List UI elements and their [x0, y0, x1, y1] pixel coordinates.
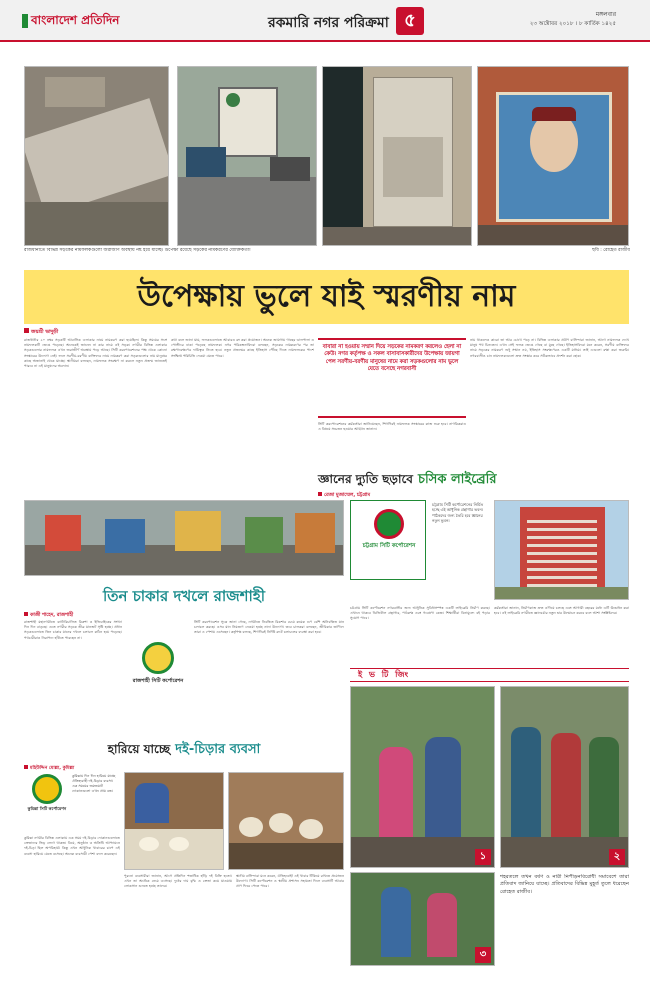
rickshaw-byline — [24, 612, 73, 620]
page-number: ৫ — [404, 10, 416, 31]
rickshaw-logo-label: রাজশাহী সিটি কর্পোরেশন — [132, 678, 184, 684]
photo-label-2: ২ — [609, 849, 625, 865]
rickshaw-headline-box — [24, 582, 344, 610]
library-headline — [318, 468, 629, 488]
curd-col-2: পুরনো ব্যবসায়ীরা জানান, আগে প্রতিদিন শতাধিক হাঁড়ি দই বিক্রি হতো। এখন তা অর্ধেকে নেমে এসেছে। দুধের দাম বৃদ্ধি ও ক্রেতা কমে যাওয়ায় লোকসান গুনতে হচ্ছে তাদের। — [124, 874, 232, 889]
library-headline-part1: জ্ঞানের দ্যুতি ছড়াবে — [318, 472, 413, 486]
rickshaw-logo — [128, 640, 188, 704]
rickshaw-byline-icon — [24, 612, 28, 616]
curd-byline-icon — [24, 765, 28, 769]
section-title: রকমারি নগর পরিক্রমা — [268, 15, 389, 31]
curd-byline-text: মহিউদ্দিন মোল্লা, কুমিল্লা — [30, 766, 75, 771]
photo-portrait-monument — [477, 66, 629, 246]
byline-text: জয়শ্রী ভাদুড়ী — [31, 329, 59, 335]
photo-label-1: ১ — [475, 849, 491, 865]
library-col-2: কর্মকর্তারা জানান, নির্মাণকাজ দ্রুত এগিয়ে চলছে এবং আগামী বছরের মধ্যে এটি উদ্বোধন করা হবে। এই লাইব্রেরি নগরীতে জ্ঞানচর্চার নতুন দ্বার উন্মোচন করবে বলে আশা সংশ্লিষ্টদের। — [494, 606, 629, 616]
photo-credit: ছবি : রোহেত রাজীব — [592, 248, 630, 253]
photo-protest-2 — [500, 686, 629, 868]
logo-text: বাংলাদেশ প্রতিদিন — [31, 13, 120, 27]
logo-mark-icon — [22, 14, 28, 28]
pull-quote-text: বাবারা না হওয়ায় সম্মান দিয়ে সড়কের নামকরণ করলেও হেলা না কেউ। নগর কর্তৃপক্ষ ও সকল বাসাবাসকারীদের উপেক্ষায় জায়গা পেল সরণীয়-বরণীয় মানুষের নামে করা সড়কগুলোর নাম ভুলে যেতে বসেছে নগরবাসী — [322, 344, 462, 373]
top-story-byline — [24, 328, 58, 337]
byline-square-icon — [24, 328, 29, 333]
library-col-1: চট্টগ্রাম সিটি কর্পোরেশন নগরবাসীর জন্য আধুনিক সুবিধাসম্পন্ন একটি লাইব্রেরি নির্মাণ করছে। এখানে থাকবে ডিজিটাল গ্রন্থাগার, পাঠকক্ষ এবং গবেষণা কেন্দ্র। শিক্ষার্থীরা বিনামূল্যে বই পড়ার সুযোগ পাবে। — [350, 606, 490, 621]
photo-library-building — [494, 500, 629, 600]
photo-curd-pots — [228, 772, 344, 870]
photo-broken-signboard — [24, 66, 169, 246]
top-story-col-4: নাম থাকলেও কারো তা আর চোখে পড়ে না। বিভিন্ন এলাকার প্রবীণ বাসিন্দারা জানান, আগে নামফলক দেখে মানুষ পথ চিনতেন। এখন সেই ফলক ভেঙে গেছে বা মুছে গেছে। ইতিহাসবিদরা মনে করেন, সরণীয় ব্যক্তিদের নামে সড়কের নামকরণ শুধু সম্মান নয়, ইতিহাস সংরক্ষণেরও একটি মাধ্যম। তাই এগুলো রক্ষা করা জরুরি। নগরবাসীও চান নামফলকগুলো দ্রুত সংস্কার করে সঠিকভাবে প্রদর্শন করা হোক। — [470, 338, 629, 358]
curd-byline — [24, 764, 74, 772]
curd-col-3: স্থানীয় বাসিন্দারা মনে করেন, ঐতিহ্যবাহী এই খাবার টিকিয়ে রাখতে প্রয়োজন উদ্যোগ। সিটি কর্পোরেশন ও স্থানীয় প্রশাসন সহায়তা দিলে ব্যবসাটি আবার প্রাণ ফিরে পেতে পারে। — [236, 874, 344, 889]
curd-logo — [26, 774, 68, 826]
masthead-day: মঙ্গলবার — [595, 11, 616, 18]
rickshaw-logo-seal-icon — [142, 642, 174, 674]
photo-protest-3 — [350, 872, 495, 966]
library-byline — [318, 492, 370, 500]
photo-street-nameplate — [177, 66, 317, 246]
photo-curd-shop — [124, 772, 224, 870]
curd-headline-part2: দই-চিড়ার ব্যবসা — [175, 742, 261, 757]
rickshaw-col-2: সিটি করপোরেশন সূত্রে জানা গেছে, নগরীতে নিবন্ধিত রিকশার চেয়ে কয়েক গুণ বেশি অনিবন্ধিত যান চলাচল করছে। এসব যান নিয়ন্ত্রণে নেওয়া হচ্ছে নানা উদ্যোগ। তবে চালকরা বলছেন, জীবিকার তাগিদে তারা এ পেশায় এসেছেন। কর্তৃপক্ষ বলছে, শিগগিরই নির্দিষ্ট রুটে চলাচলের ব্যবস্থা করা হবে। — [194, 620, 344, 635]
photo-caption: রাজধানীতে বিভিন্ন সড়কের নামফলকগুলো জরাজীর্ণ অবস্থায় নষ্ট হয়ে যাচ্ছে। উপেক্ষা রয়েছে সড়কের নামকরণের যৌক্তিকতা! — [24, 248, 251, 253]
top-story-banner — [24, 270, 629, 324]
rickshaw-col-1: রাজশাহী মহানগরীতে ব্যাটারিচালিত রিকশা ও ইজিবাইকের সংখ্যা দিন দিন বাড়ছে। এতে নগরীর সড়কে তীব্র যানজট সৃষ্টি হচ্ছে। প্রধান সড়কগুলোতে তিন চাকার যানের দখলে চলাচল কঠিন হয়ে পড়েছে। পথচারীরাও নিরাপদে হাঁটতে পারছেন না। — [24, 620, 122, 640]
photo-protest-1 — [350, 686, 495, 868]
library-byline-text: রেজা মুজাম্মেল, চট্টগ্রাম — [324, 493, 371, 498]
masthead-date: ২৩ অক্টোবর ২০১৮ । ৮ কার্তিক ১৪২৫ — [529, 21, 616, 27]
pull-quote — [318, 338, 466, 418]
curd-logo-label: কুমিল্লা সিটি কর্পোরেশন — [27, 806, 67, 811]
library-logo-seal-icon — [374, 509, 404, 539]
top-story-headline: উপেক্ষায় ভুলে যাই স্মরণীয় নাম — [137, 279, 516, 314]
edu-tizing-caption: শহরতলে তখন বর্ষণ ও নারী নিপীড়নবিরোধী সমাবেশে তারা প্রতিবাদ জানিয়ে যাচ্ছে। প্রতিবাদের বিভিন্ন মুহূর্ত তুলে ধরেছেন রোহেত রাজীব। — [500, 874, 629, 895]
photo-label-3: ৩ — [475, 947, 491, 963]
masthead — [0, 0, 650, 42]
library-byline-icon — [318, 492, 322, 496]
top-story-col-3: সিটি করপোরেশনের কর্মকর্তারা জানিয়েছেন, শিগগিরই নামফলক সংস্কারের কাজ শুরু হবে। নাগরিকরাও এ বিষয়ে সচেতন হওয়ার আহ্বান জানান। — [318, 422, 466, 432]
library-sidebar: চট্টগ্রাম সিটি কর্পোরেশনের নির্মিত হচ্ছে এই আধুনিক গ্রন্থাগার ভবন। পাঠকদের জন্য তৈরি হবে জ্ঞানের নতুন ভুবন। — [432, 502, 484, 524]
edu-tizing-heading-bar — [350, 668, 629, 682]
curd-sidebar: কুমিল্লায় দিন দিন হারিয়ে যাচ্ছে ঐতিহ্যবাহী দই-চিড়ার ব্যবসা। এক সময়ের জমজমাট দোকানগুলো এখন প্রায় বন্ধ। — [72, 774, 116, 793]
page-number-badge — [396, 7, 424, 35]
library-logo-label: চট্টগ্রাম সিটি কর্পোরেশন — [362, 543, 416, 549]
photo-library-street — [24, 500, 344, 576]
edu-tizing-headline: ই ভ টি জিং — [358, 670, 411, 679]
curd-logo-seal-icon — [32, 774, 62, 804]
top-story-col-2: কথা বলে জানা যায়, ফলকগুলোতে আবারও রং করা প্রয়োজন। অনেক জায়গায় গাছের ডালপালা ও পোস্টারে ঢাকা পড়েছে নামফলক। নগর পরিকল্পনাবিদরা বলছেন, সড়কের নামকরণের পর তা রক্ষণাবেক্ষণের দায়িত্বও নিতে হবে। নতুন প্রজন্মের কাছে ইতিহাস পৌঁছে দিতে নামফলকের পাশে সংক্ষিপ্ত পরিচিতি দেওয়া যেতে পারে। — [171, 338, 314, 358]
rickshaw-byline-text: কাজী শাহেদ, রাজশাহী — [30, 613, 74, 618]
photo-memorial-pillar — [322, 66, 472, 246]
rickshaw-headline: তিন চাকার দখলে রাজশাহী — [102, 587, 266, 605]
top-story-col-1: রাজধানীর ২০ নম্বর সড়কটি আবাসিক এলাকার নামে নামকরণ করা হয়েছিল। কিন্তু সময়ের সঙ্গে নামফলকটি ভেঙে পড়েছে। অনেকেই জানেন না কার নামে এই সড়ক। নগরীর বিভিন্ন এলাকার সড়কগুলোর নামফলক এখন জরাজীর্ণ অবস্থায় পড়ে আছে। সিটি করপোরেশনের পক্ষ থেকে কোনো সংস্কারের উদ্যোগ নেই। ফলে সরণীয়-বরণীয় ব্যক্তিদের নামে নামকরণ করা সড়কগুলোর নাম মানুষের কাছে অজানাই থেকে যাচ্ছে। স্থানীয়রা বলছেন, নামফলক সংরক্ষণ না করলে নতুন প্রজন্ম জানতেই পারবে না এই মানুষদের অবদান। — [24, 338, 167, 369]
library-logo-box — [350, 500, 426, 580]
curd-headline — [24, 738, 344, 760]
curd-headline-part1: হারিয়ে যাচ্ছে — [107, 742, 171, 756]
curd-col-1: কুমিল্লা নগরীর বিভিন্ন এলাকায় এক সময় দই-চিড়ার দোকানগুলোতে ক্রেতাদের ভিড় লেগে থাকত। বিয়ে, অনুষ্ঠান ও অতিথি আপ্যায়নে দই-চিড়া ছিল অপরিহার্য। কিন্তু এখন আধুনিক খাবারের চাপে এই ব্যবসা হারিয়ে যেতে বসেছে। অনেক ব্যবসায়ী পেশা বদল করেছেন। — [24, 836, 120, 856]
library-headline-part2: চসিক লাইব্রেরি — [418, 472, 497, 487]
masthead-logo — [22, 10, 142, 32]
